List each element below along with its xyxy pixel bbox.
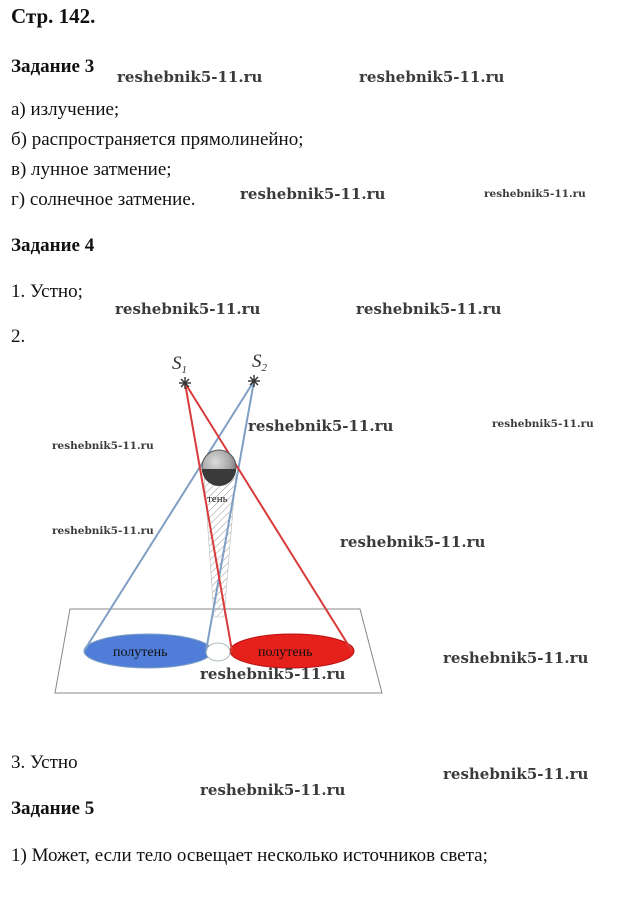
watermark: reshebnik5-11.ru (356, 300, 502, 318)
watermark: reshebnik5-11.ru (200, 665, 346, 683)
watermark: reshebnik5-11.ru (443, 649, 589, 667)
left-penumbra-label: полутень (113, 645, 168, 660)
task-4-answer-1: 1. Устно; (11, 281, 83, 302)
watermark: reshebnik5-11.ru (240, 185, 386, 203)
watermark: reshebnik5-11.ru (52, 440, 154, 452)
source-1-label: $S_1$ (172, 353, 187, 376)
watermark: reshebnik5-11.ru (115, 300, 261, 318)
source-2-label: $S_2$ (252, 351, 267, 374)
task-3-answer-d: г) солнечное затмение. (11, 189, 196, 210)
task-4-answer-2: 2. (11, 326, 26, 347)
watermark: reshebnik5-11.ru (484, 188, 586, 200)
overlap-region (206, 643, 230, 661)
task-4-answer-3: 3. Устно (11, 752, 78, 773)
page-title: Стр. 142. (11, 4, 96, 28)
watermark: reshebnik5-11.ru (359, 68, 505, 86)
watermark: reshebnik5-11.ru (340, 533, 486, 551)
task-3-heading: Задание 3 (11, 56, 95, 77)
watermark: reshebnik5-11.ru (248, 417, 394, 435)
watermark: reshebnik5-11.ru (443, 765, 589, 783)
watermark: reshebnik5-11.ru (117, 68, 263, 86)
task-5-answer-1: 1) Может, если тело освещает несколько источников света; (11, 845, 488, 866)
watermark: reshebnik5-11.ru (200, 781, 346, 799)
source-2-star-icon (248, 375, 260, 387)
task-3-answer-c: в) лунное затмение; (11, 159, 172, 180)
source-1-star-icon (179, 377, 191, 389)
watermark: reshebnik5-11.ru (492, 418, 594, 430)
task-3-answer-a: а) излучение; (11, 99, 120, 120)
task-4-heading: Задание 4 (11, 235, 95, 256)
task-5-heading: Задание 5 (11, 798, 95, 819)
watermark: reshebnik5-11.ru (52, 525, 154, 537)
right-penumbra-label: полутень (258, 645, 313, 660)
task-3-answer-b: б) распространяется прямолинейно; (11, 129, 304, 150)
shadow-label: тень (207, 493, 228, 505)
